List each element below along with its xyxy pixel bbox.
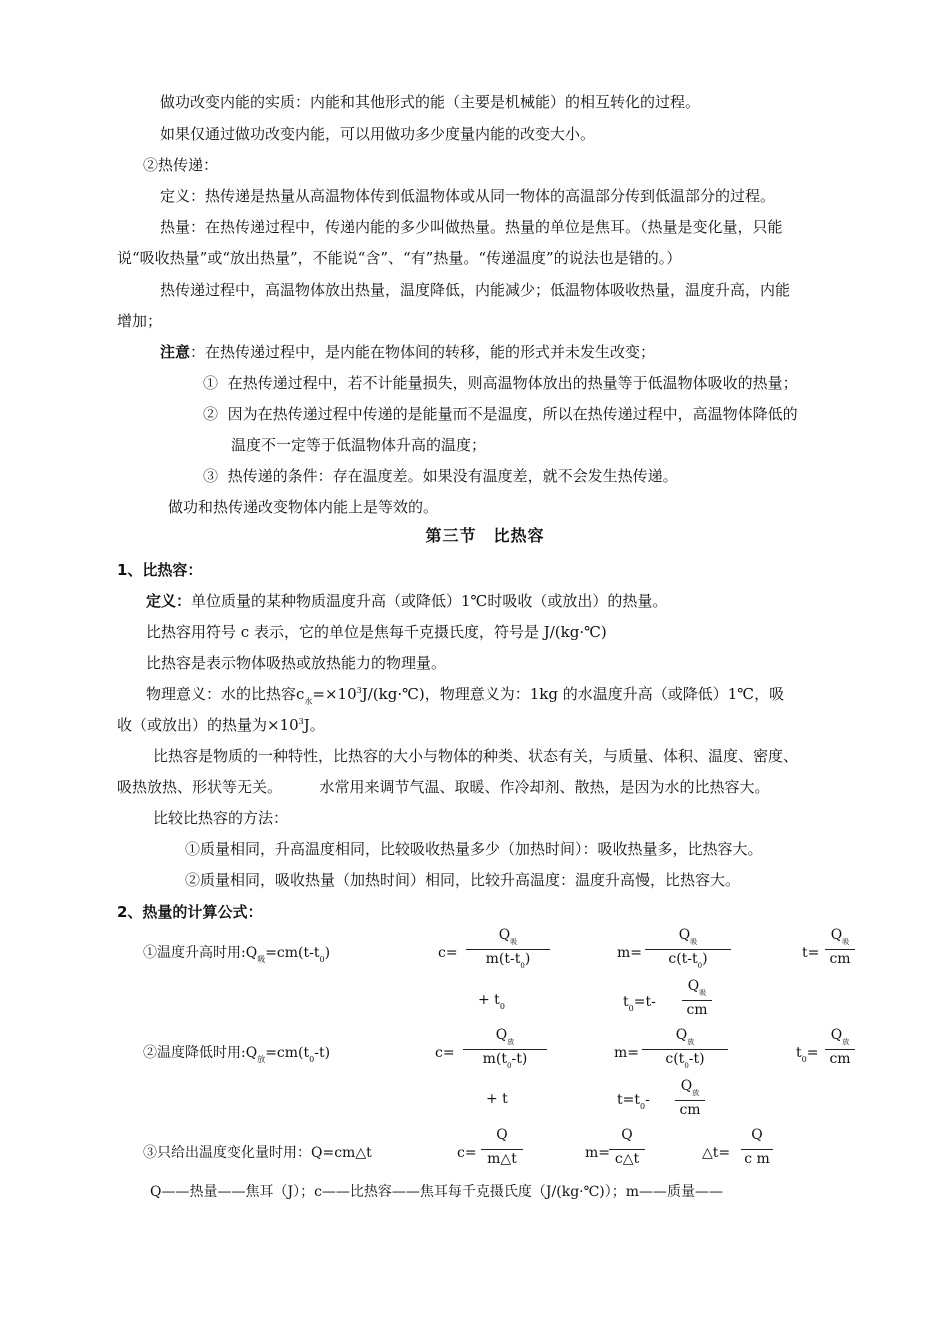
paragraph-line: 增加； (117, 312, 163, 330)
heading-specific-heat: 1、比热容： (117, 561, 203, 579)
text: ) (324, 945, 331, 961)
text: J。 (303, 716, 325, 734)
denominator: cm (686, 1002, 708, 1018)
item-marker: ② (203, 405, 219, 423)
paragraph-line: 热传递过程中，高温物体放出热量，温度降低，内能减少；低温物体吸收热量，温度升高，内能 (160, 281, 791, 299)
subscript: 放 (507, 1038, 515, 1046)
fraction-bar (645, 949, 731, 950)
text: =cm(t-t (265, 945, 320, 961)
text: ①温度升高时用:Q (143, 945, 258, 961)
note-item-2 (203, 404, 798, 424)
numerator (645, 927, 731, 945)
fraction-bar (675, 1100, 705, 1101)
text: Q (680, 1078, 693, 1094)
fraction-bar (825, 949, 855, 950)
numerator: Q (496, 1127, 508, 1143)
fraction-bar (682, 1000, 712, 1001)
text: t=t (617, 1092, 640, 1108)
paragraph-line: 做功和热传递改变物体内能上是等效的。 (168, 498, 439, 516)
text: c(t (665, 1051, 685, 1067)
text: Q (498, 927, 511, 943)
subscript: 水 (304, 697, 313, 706)
formula-t0-prefix (796, 1043, 818, 1065)
note-line (160, 342, 655, 362)
method-1: ①质量相同，升高温度相同，比较吸收热量多少（加热时间）：吸收热量多，比热容大。 (185, 840, 763, 858)
numerator: Q (621, 1127, 633, 1143)
subscript: 0 (309, 1055, 315, 1064)
formula-cooling (143, 1043, 330, 1065)
denominator: cm (829, 1051, 851, 1067)
text: - (645, 1092, 650, 1108)
method-2: ②质量相同，吸收热量（加热时间）相同，比较升高温度：温度升高慢，比热容大。 (185, 871, 741, 889)
item-marker: ③ (203, 467, 219, 485)
formula-t0-prefix (623, 992, 656, 1014)
formula-heating (143, 943, 330, 965)
text: ) (702, 951, 708, 967)
paragraph-line: 比热容用符号 c 表示，它的单位是焦每千克摄氏度，符号是 J/(kg·℃) (146, 623, 607, 641)
text: -t) (688, 1051, 705, 1067)
fraction-bar (741, 1149, 773, 1150)
paragraph-line: 定义：热传递是热量从高温物体传到低温物体或从同一物体的高温部分传到低温部分的过程。 (160, 187, 776, 205)
item-text: 在热传递过程中，若不计能量损失，则高温物体放出的热量等于低温物体吸收的热量； (227, 374, 798, 392)
denominator: cm (679, 1102, 701, 1118)
subscript: 放 (842, 1038, 850, 1046)
fraction-bar (463, 1049, 547, 1050)
item-text: 热传递的条件：存在温度差。如果没有温度差，就不会发生热传递。 (227, 467, 678, 485)
subscript: 0 (684, 1062, 689, 1070)
formula-dt-prefix: △t= (702, 1145, 731, 1161)
paragraph-line: 做功改变内能的实质：内能和其他形式的能（主要是机械能）的相互转化的过程。 (160, 93, 701, 111)
text: Q (830, 927, 843, 943)
text: 收（或放出）的热量为×10 (117, 716, 299, 734)
formula-c-prefix: c= (457, 1145, 477, 1161)
fraction-bar (466, 949, 550, 950)
subscript: 放 (257, 1055, 266, 1064)
text: Q (495, 1027, 508, 1043)
paragraph-line: 说“吸收热量”或“放出热量”，不能说“含”、“有”热量。“传递温度”的说法也是错的。） (117, 249, 682, 267)
fraction-bar (481, 1149, 523, 1150)
definition-text: 单位质量的某种物质温度升高（或降低）1℃时吸收（或放出）的热量。 (191, 592, 668, 610)
formula-m-prefix: m= (614, 1045, 640, 1061)
text: 物理意义：水的比热容c (146, 685, 305, 703)
numerator (675, 1078, 705, 1096)
numerator (642, 1027, 728, 1045)
text: c(t-t (668, 951, 698, 967)
text: =t- (633, 994, 656, 1010)
denominator: c m (744, 1151, 770, 1167)
text: Q (830, 1027, 843, 1043)
formula-delta: ③只给出温度变化量时用：Q=cm△t (143, 1145, 372, 1161)
text: = (806, 1045, 819, 1061)
symbol-legend: Q——热量——焦耳（J）；c——比热容——焦耳每千克摄氏度（J/(kg·℃)）；m——质量—— (150, 1184, 724, 1200)
numerator (682, 978, 712, 996)
denominator (466, 951, 550, 969)
subscript: 0 (628, 1004, 634, 1013)
formula-c-prefix: c= (435, 1045, 455, 1061)
item-marker: ① (203, 374, 219, 392)
paragraph-line: 比较比热容的方法： (153, 809, 289, 827)
paragraph-line: 吸热放热、形状等无关。 水常用来调节气温、取暖、作冷却剂、散热，是因为水的比热容大。 (117, 778, 770, 796)
paragraph-line: 如果仅通过做功改变内能，可以用做功多少度量内能的改变大小。 (160, 125, 596, 143)
denominator: c△t (614, 1151, 640, 1167)
numerator (463, 1027, 547, 1045)
numerator (825, 927, 855, 945)
subscript: 0 (499, 1002, 505, 1011)
subscript: 吸 (257, 955, 266, 964)
denominator: m△t (487, 1151, 517, 1167)
numerator (466, 927, 550, 945)
definition-label: 定义： (146, 592, 192, 610)
fraction-bar (642, 1049, 728, 1050)
text: m(t (482, 1051, 508, 1067)
subscript: 放 (692, 1089, 700, 1097)
paragraph-line: 热量：在热传递过程中，传递内能的多少叫做热量。热量的单位是焦耳。（热量是变化量，只能 (160, 218, 783, 236)
formula-m-prefix: m= (585, 1145, 611, 1161)
subscript: 吸 (842, 938, 850, 946)
subheading: ②热传递： (143, 156, 219, 174)
text: J/(kg·℃)，物理意义为：1kg 的水温度升高（或降低）1℃，吸 (361, 685, 785, 703)
text: m(t-t (485, 951, 521, 967)
subscript: 0 (520, 962, 525, 970)
denominator: cm (829, 951, 851, 967)
note-text: ：在热传递过程中，是内能在物体间的转移，能的形式并未发生改变； (190, 343, 656, 361)
subscript: 0 (319, 955, 325, 964)
text: Q (675, 1027, 688, 1043)
text: -t) (314, 1045, 331, 1061)
subscript: 0 (801, 1055, 807, 1064)
formula-t-prefix: t= (802, 945, 820, 961)
paragraph-line: 比热容是物质的一种特性，比热容的大小与物体的种类、状态有关，与质量、体积、温度、密度、 (153, 747, 799, 765)
subscript: 0 (697, 962, 703, 970)
paragraph-line: 比热容是表示物体吸热或放热能力的物理量。 (146, 654, 447, 672)
denominator (642, 1051, 728, 1069)
note-item-1 (203, 373, 798, 393)
text: =cm(t (265, 1045, 310, 1061)
numerator (825, 1027, 855, 1045)
numerator: Q (751, 1127, 763, 1143)
definition-line (146, 591, 667, 611)
fraction-bar (825, 1049, 855, 1050)
subscript: 0 (507, 1062, 512, 1070)
subscript: 放 (687, 1038, 695, 1046)
physical-meaning-line (146, 684, 784, 707)
denominator (645, 951, 731, 969)
formula-t-prefix (617, 1090, 650, 1112)
text: t (796, 1045, 802, 1061)
subscript: 吸 (699, 989, 707, 997)
physical-meaning-cont (117, 715, 325, 738)
formula-c-prefix: c= (438, 945, 458, 961)
superscript: 3 (298, 717, 304, 726)
text: -t) (511, 1051, 528, 1067)
formula-residue (478, 990, 505, 1012)
text: Q (678, 927, 691, 943)
note-item-2-cont: 温度不一定等于低温物体升高的温度； (231, 436, 487, 454)
denominator (463, 1051, 547, 1069)
note-item-3 (203, 466, 678, 486)
note-label: 注意 (160, 343, 191, 361)
item-text: 因为在热传递过程中传递的是能量而不是温度，所以在热传递过程中，高温物体降低的 (227, 405, 798, 423)
text: t (623, 994, 629, 1010)
heading-heat-formula: 2、热量的计算公式： (117, 903, 263, 921)
text: Q (687, 978, 700, 994)
fraction-bar (609, 1149, 645, 1150)
text: ②温度降低时用:Q (143, 1045, 258, 1061)
subscript: 0 (639, 1102, 646, 1111)
subscript: 吸 (510, 938, 518, 946)
text: =×10 (312, 685, 357, 703)
formula-m-prefix: m= (617, 945, 643, 961)
subscript: 吸 (690, 938, 698, 946)
text: + t (478, 992, 500, 1008)
superscript: 3 (356, 686, 362, 695)
text: ) (524, 951, 531, 967)
formula-residue: + t (486, 1091, 508, 1107)
section-title: 第三节 比热容 (425, 526, 545, 545)
